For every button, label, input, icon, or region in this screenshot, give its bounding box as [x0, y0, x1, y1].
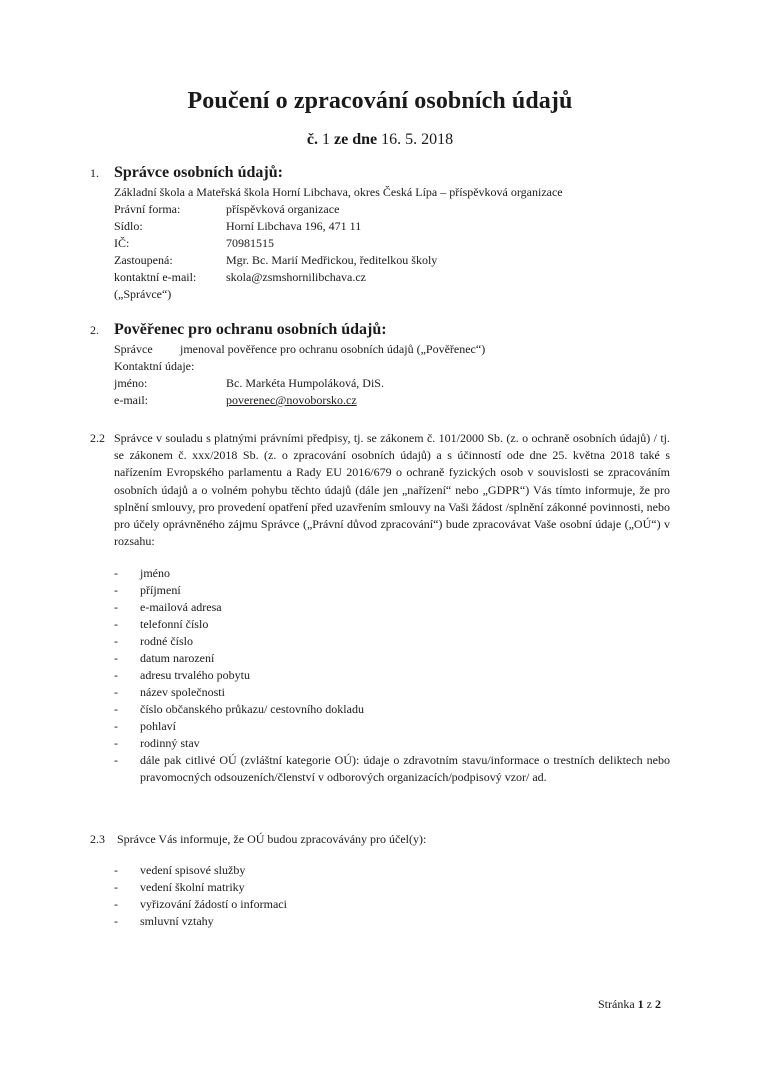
document-title: Poučení o zpracování osobních údajů	[187, 88, 573, 114]
field-row	[114, 218, 361, 235]
page-number-footer	[598, 997, 661, 1012]
list-item: - vedení školní matriky	[114, 880, 245, 894]
field-value: 70981515	[226, 236, 274, 250]
list-item: - název společnosti	[114, 685, 225, 699]
dash-bullet: -	[114, 634, 118, 648]
section-2-2	[90, 430, 670, 550]
list-item: - datum narození	[114, 651, 215, 665]
dash-bullet: -	[114, 736, 118, 750]
list-item: - příjmení	[114, 583, 181, 597]
section-2-2-text: Správce v souladu s platnými právními předpisy, tj. se zákonem č. 101/2000 Sb. (z. o ochraně osobních údajů) / tj. se zákonem č. xxx/2018 Sb. (z. o zpracování osobních údajů) a s účinností ode dne 25. května 2018 také s nařízením Evropského parlamentu a Rady EU 2016/679 o ochraně fyzických osob v souvislosti se zpracováním osobních údajů a o volném pohybu těchto údajů (dále jen „nařízení“ nebo „GDPR“) Vás tímto informuje, že pro splnění smlouvy, pro provedení opatření před uzavřením smlouvy na Vaši žádost /splnění zákonné povinnosti, nebo pro účely oprávněného zájmu Správce („Právní důvod zpracování“) bude zpracovávat Vaše osobní údaje („OÚ“) v rozsahu:	[114, 431, 670, 549]
dpo-contact-label: Kontaktní údaje:	[114, 359, 195, 373]
dash-bullet: -	[114, 566, 118, 580]
dash-bullet: -	[114, 880, 118, 894]
field-value: příspěvková organizace	[226, 202, 340, 216]
total-pages: 2	[654, 997, 661, 1011]
subtitle-mid: ze dne	[334, 131, 378, 148]
dpo-name: Bc. Markéta Humpoláková, DiS.	[226, 376, 384, 390]
list-item: - dále pak citlivé OÚ (zvláštní kategorie OÚ): údaje o zdravotním stavu/informace o trestních deliktech nebo pravomocných odsouzeních/členství v odborových organizacích/podpisový vzor/ ad.	[114, 753, 670, 784]
field-row	[114, 252, 437, 269]
field-label: Zastoupená:	[114, 253, 173, 267]
field-label: kontaktní e-mail:	[114, 270, 197, 284]
list-item: - vyřizování žádostí o informaci	[114, 897, 287, 911]
dash-bullet: -	[114, 685, 118, 699]
field-row	[114, 201, 339, 218]
section-2-2-number: 2.2	[90, 431, 105, 445]
list-item: - pohlaví	[114, 719, 176, 733]
list-item: - adresu trvalého pobytu	[114, 668, 250, 682]
subtitle-date: 16. 5. 2018	[381, 131, 454, 148]
section-1-number: 1.	[90, 166, 99, 180]
list-item: - e-mailová adresa	[114, 600, 222, 614]
section-2-3-text: Správce Vás informuje, že OÚ budou zpracovávány pro účel(y):	[117, 832, 427, 846]
document-subtitle	[0, 131, 760, 149]
dash-bullet: -	[114, 897, 118, 911]
field-label: jméno:	[114, 376, 148, 390]
list-item: - rodné číslo	[114, 634, 193, 648]
subtitle-number: 1	[322, 131, 330, 148]
dpo-intro	[114, 341, 485, 358]
field-label: Právní forma:	[114, 202, 181, 216]
field-row	[114, 375, 384, 392]
list-item: - vedení spisové služby	[114, 863, 246, 877]
controller-org-name: Základní škola a Mateřská škola Horní Libchava, okres Česká Lípa – příspěvková organizace	[114, 185, 563, 199]
list-item: - rodinný stav	[114, 736, 200, 750]
controller-email: skola@zsmshornilibchava.cz	[226, 270, 367, 284]
dpo-intro-text: jmenoval pověřence pro ochranu osobních údajů („Pověřenec“)	[180, 342, 486, 356]
page-of: z	[646, 997, 652, 1011]
subtitle-prefix: č.	[306, 131, 318, 148]
dpo-email-link[interactable]: poverenec@novoborsko.cz	[226, 393, 357, 407]
field-value: Horní Libchava 196, 471 11	[226, 219, 362, 233]
field-row	[114, 235, 274, 252]
field-label: IČ:	[114, 236, 130, 250]
dash-bullet: -	[114, 600, 118, 614]
current-page: 1	[637, 997, 644, 1011]
list-item: - číslo občanského průkazu/ cestovního dokladu	[114, 702, 364, 716]
list-item: - telefonní číslo	[114, 617, 209, 631]
field-value: Mgr. Bc. Marií Medřickou, ředitelkou školy	[226, 253, 438, 267]
dash-bullet: -	[114, 651, 118, 665]
dash-bullet: -	[114, 702, 118, 716]
personal-data-list	[114, 565, 670, 786]
section-2-title: Pověřenec pro ochranu osobních údajů:	[114, 321, 387, 338]
field-row	[114, 269, 366, 286]
dash-bullet: -	[114, 863, 118, 877]
field-label: Sídlo:	[114, 219, 143, 233]
dpo-intro-label: Správce	[114, 342, 153, 356]
dash-bullet: -	[114, 583, 118, 597]
section-2-3-number: 2.3	[90, 832, 105, 846]
section-2-3	[90, 831, 426, 848]
list-item: - smluvní vztahy	[114, 914, 214, 928]
list-item: - jméno	[114, 566, 170, 580]
dash-bullet: -	[114, 719, 118, 733]
controller-alias: („Správce“)	[114, 287, 172, 301]
section-1-title: Správce osobních údajů:	[114, 164, 283, 181]
section-1-heading	[90, 164, 283, 182]
dash-bullet: -	[114, 668, 118, 682]
section-2-number: 2.	[90, 323, 99, 337]
purpose-list	[114, 862, 670, 930]
dash-bullet: -	[114, 753, 118, 767]
dash-bullet: -	[114, 914, 118, 928]
page-label: Stránka	[598, 997, 635, 1011]
field-label: e-mail:	[114, 393, 148, 407]
section-2-heading	[90, 321, 387, 339]
field-row	[114, 392, 357, 409]
dash-bullet: -	[114, 617, 118, 631]
